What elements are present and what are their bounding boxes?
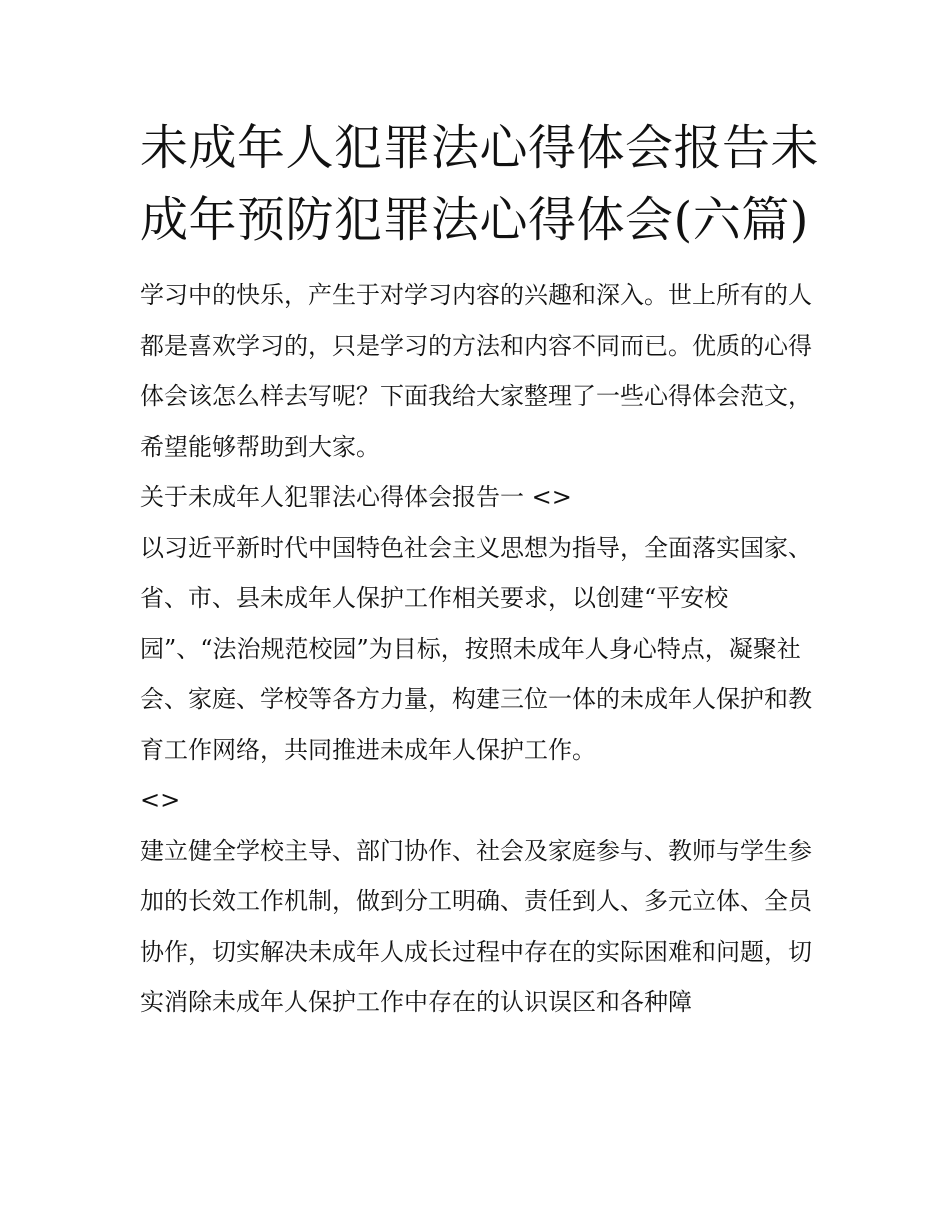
placeholder-marker: <> [140, 786, 181, 814]
body-paragraph: 以习近平新时代中国特色社会主义思想为指导，全面落实国家、省、市、县未成年人保护工作相关要求，以创建“平安校园”、“法治规范校园”为目标，按照未成年人身心特点，凝聚社会、家庭、学校等各方力量，构建三位一体的未成年人保护和教育工作网络，共同推进未成年人保护工作。 [140, 533, 812, 764]
body-paragraph: 建立健全学校主导、部门协作、社会及家庭参与、教师与学生参加的长效工作机制，做到分工明确、责任到人、多元立体、全员协作，切实解决未成年人成长过程中存在的实际困难和问题，切实消除未成年人保护工作中存在的认识误区和各种障 [140, 836, 812, 1016]
section-heading: 关于未成年人犯罪法心得体会报告一 <> [140, 483, 572, 511]
document-title: 未成年人犯罪法心得体会报告未成年预防犯罪法心得体会(六篇) [140, 120, 820, 248]
document-page [140, 112, 820, 1028]
intro-paragraph: 学习中的快乐，产生于对学习内容的兴趣和深入。世上所有的人都是喜欢学习的，只是学习的方法和内容不同而已。优质的心得体会该怎么样去写呢？下面我给大家整理了一些心得体会范文，希望能够帮助到大家。 [140, 281, 812, 461]
